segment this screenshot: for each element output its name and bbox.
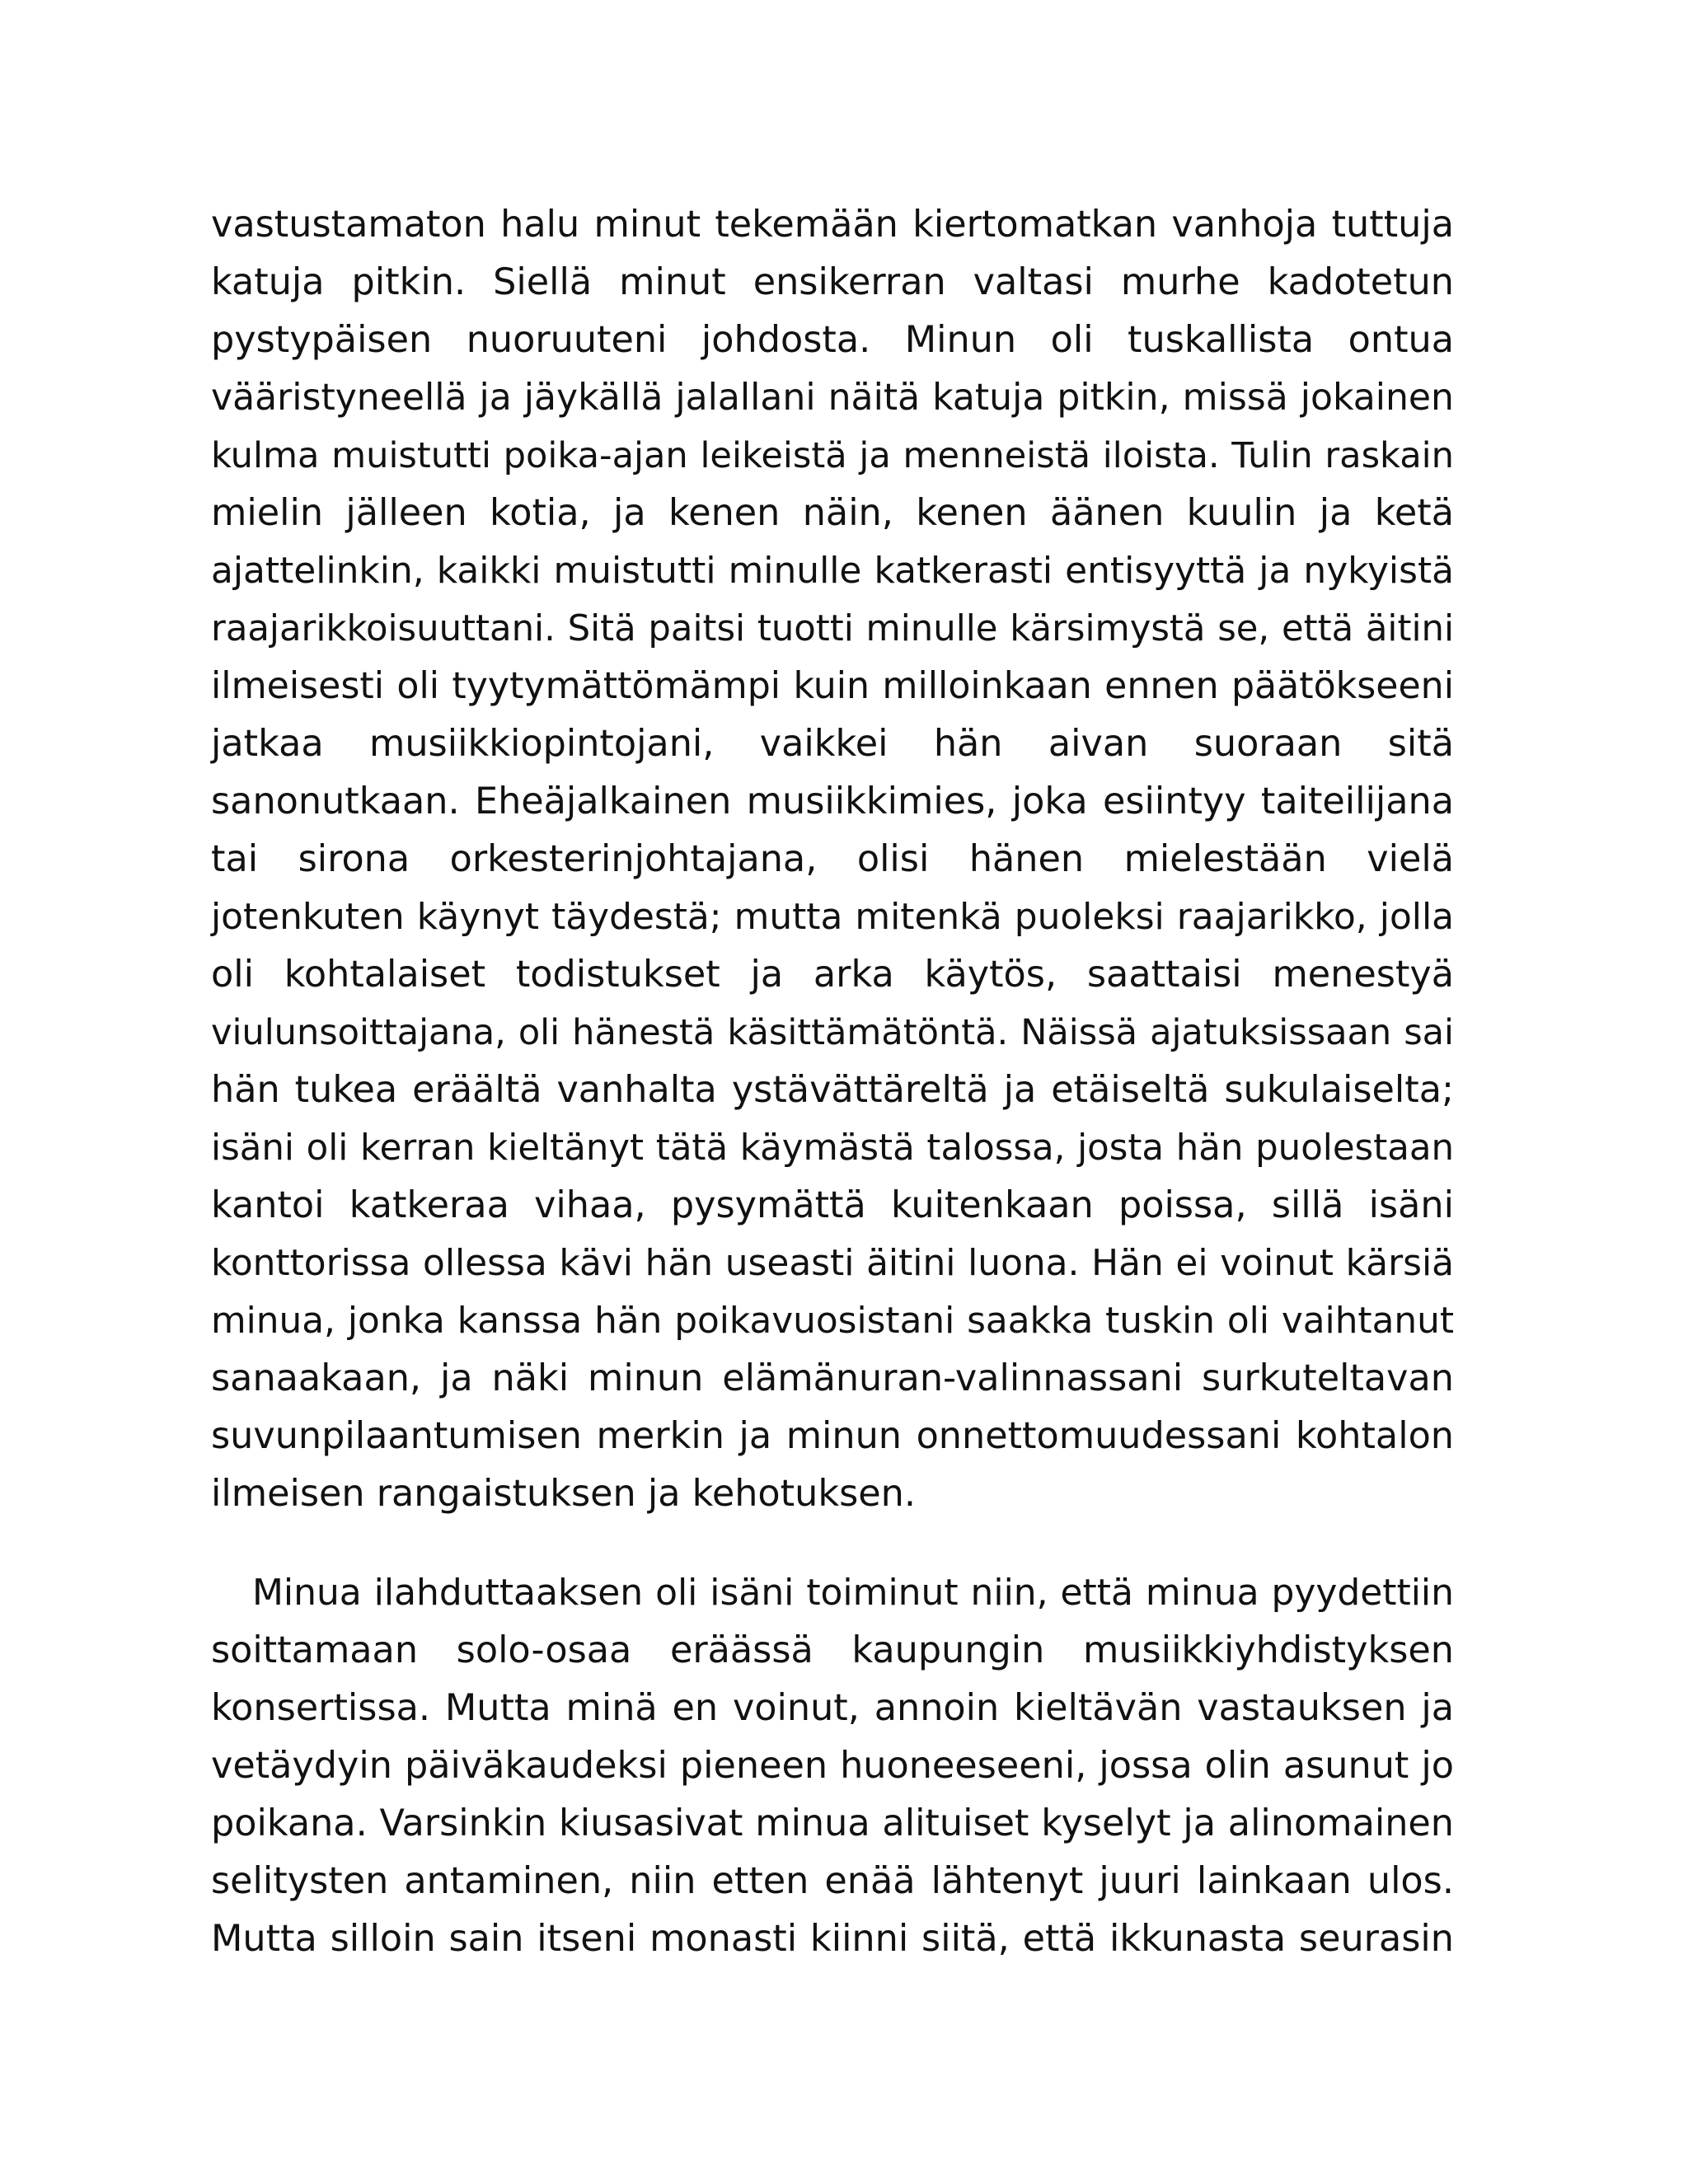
text-line: isäni oli kerran kieltänyt tätä käymästä talossa, josta hän puolestaan bbox=[211, 1127, 1454, 1169]
text-line: vääristyneellä ja jäykällä jalallani näitä katuja pitkin, missä jokainen bbox=[211, 377, 1454, 419]
text-line: tai sirona orkesterinjohtajana, olisi hänen mielestään vielä bbox=[211, 838, 1454, 880]
text-line: ilmeisesti oli tyytymättömämpi kuin milloinkaan ennen päätökseeni bbox=[211, 665, 1454, 707]
text-line: sanaakaan, ja näki minun elämänuran-valinnassani surkuteltavan bbox=[211, 1357, 1454, 1399]
text-line: minua, jonka kanssa hän poikavuosistani saakka tuskin oli vaihtanut bbox=[211, 1300, 1454, 1342]
text-line: konsertissa. Mutta minä en voinut, annoin kieltävän vastauksen ja bbox=[211, 1687, 1454, 1729]
paragraph-2 bbox=[211, 1564, 1454, 1968]
paragraph-1 bbox=[211, 196, 1454, 1523]
text-line: Minua ilahduttaaksen oli isäni toiminut niin, että minua pyydettiin bbox=[252, 1572, 1454, 1614]
text-line: raajarikkoisuuttani. Sitä paitsi tuotti minulle kärsimystä se, että äitini bbox=[211, 608, 1454, 649]
text-line: ilmeisen rangaistuksen ja kehotuksen. bbox=[211, 1473, 916, 1515]
body-text bbox=[211, 196, 1454, 1968]
text-line: hän tukea eräältä vanhalta ystävättäreltä ja etäiseltä sukulaiselta; bbox=[211, 1069, 1454, 1111]
text-line: ajattelinkin, kaikki muistutti minulle katkerasti entisyyttä ja nykyistä bbox=[211, 550, 1454, 592]
text-line: vastustamaton halu minut tekemään kiertomatkan vanhoja tuttuja bbox=[211, 204, 1454, 246]
text-line: suvunpilaantumisen merkin ja minun onnettomuudessani kohtalon bbox=[211, 1415, 1454, 1457]
text-line: konttorissa ollessa kävi hän useasti äitini luona. Hän ei voinut kärsiä bbox=[211, 1242, 1454, 1284]
text-line: katuja pitkin. Siellä minut ensikerran valtasi murhe kadotetun bbox=[211, 261, 1454, 303]
text-line: kantoi katkeraa vihaa, pysymättä kuitenkaan poissa, sillä isäni bbox=[211, 1184, 1454, 1226]
text-line: selitysten antaminen, niin etten enää lähtenyt juuri lainkaan ulos. bbox=[211, 1860, 1454, 1902]
text-line: viulunsoittajana, oli hänestä käsittämätöntä. Näissä ajatuksissaan sai bbox=[211, 1012, 1454, 1053]
text-line: kulma muistutti poika-ajan leikeistä ja menneistä iloista. Tulin raskain bbox=[211, 435, 1454, 476]
text-line: Mutta silloin sain itseni monasti kiinni siitä, että ikkunasta seurasin bbox=[211, 1918, 1454, 1960]
text-line: sanonutkaan. Eheäjalkainen musiikkimies, joka esiintyy taiteilijana bbox=[211, 780, 1454, 823]
text-line: oli kohtalaiset todistukset ja arka käytös, saattaisi menestyä bbox=[211, 954, 1454, 996]
text-line: jatkaa musiikkiopintojani, vaikkei hän aivan suoraan sitä bbox=[211, 723, 1454, 765]
paragraph-spacer bbox=[211, 1523, 1454, 1564]
text-line: jotenkuten käynyt täydestä; mutta mitenkä puoleksi raajarikko, jolla bbox=[211, 896, 1454, 938]
text-line: pystypäisen nuoruuteni johdosta. Minun oli tuskallista ontua bbox=[211, 319, 1454, 361]
text-line: poikana. Varsinkin kiusasivat minua alituiset kyselyt ja alinomainen bbox=[211, 1802, 1454, 1844]
text-line: vetäydyin päiväkaudeksi pieneen huoneeseeni, jossa olin asunut jo bbox=[211, 1745, 1454, 1787]
text-line: soittamaan solo-osaa eräässä kaupungin musiikkiyhdistyksen bbox=[211, 1629, 1454, 1671]
text-line: mielin jälleen kotia, ja kenen näin, kenen äänen kuulin ja ketä bbox=[211, 492, 1454, 534]
